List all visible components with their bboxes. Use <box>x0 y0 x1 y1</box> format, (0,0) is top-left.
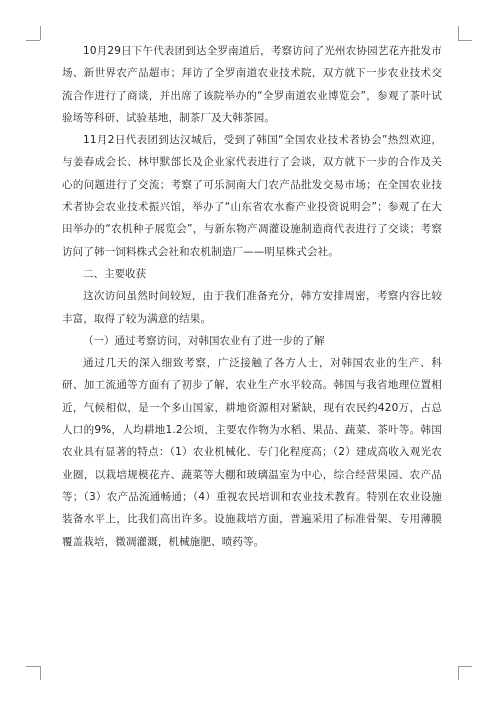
paragraph-korea-agriculture: 通过几天的深入细致考察，广泛接触了各方人士，对韩国农业的生产、科研、加工流通等方面有了初步了解，农业生产水平较高。韩国与我省地理位置相近，气候相似，是一个多山国家，耕地资源相对紧缺，现有农民约420万，占总人口的9%，人均耕地1.2公顷，主要农作物为水稻、果品、蔬菜、茶叶等。韩国农业具有显著的特点：（1）农业机械化、专门化程度高；（2）建成高收入观光农业圈，以栽培规模花卉、蔬菜等大棚和玻璃温室为中心，综合经营果园、农产品等；（3）农产品流通畅通；（4）重视农民培训和农业技术教育。特别在农业设施装备水平上，比我们高出许多。设施栽培方面，普遍采用了标准骨架、专用薄膜覆盖栽培，微凋灌溉，机械施肥、喷药等。 <box>62 357 442 548</box>
document-body <box>62 40 442 553</box>
paragraph-oct-29-visit: 10月29日下午代表团到达全罗南道后，考察访问了光州农协园艺花卉批发市场、新世界农产品超市；拜访了全罗南道农业技术院，双方就下一步农业技术交流合作进行了商谈，并出席了该院举办的“全罗南道农业博览会”，参观了茶叶试验场等科研、试验基地，制茶厂及大韩茶园。 <box>62 45 442 124</box>
paragraph-nov-2-visit: 11月2日代表团到达汉城后，受到了韩国“全国农业技术者协会”热烈欢迎，与姜春成会长、林甲默部长及企业家代表进行了会谈，双方就下一步的合作及关心的问题进行了交流；考察了可乐洞南大门农产品批发交易市场；在全国农业技术者协会农业技术振兴馆，举办了“山东省农水畜产业投资说明会”；参观了在大田举办的“农机种子展览会”，与新东物产凋灌设施制造商代表进行了交谈；考察访问了韩一饲料株式会社和农机制造厂——明星株式会社。 <box>62 134 442 258</box>
paragraph-summary: 这次访问虽然时间较短，由于我们准备充分，韩方安排周密，考察内容比较丰富，取得了较为满意的结果。 <box>62 290 442 325</box>
section-heading-main-gains: 二、主要收获 <box>83 267 146 280</box>
subsection-heading-understanding: （一）通过考察访问，对韩国农业有了进一步的了解 <box>83 334 325 347</box>
